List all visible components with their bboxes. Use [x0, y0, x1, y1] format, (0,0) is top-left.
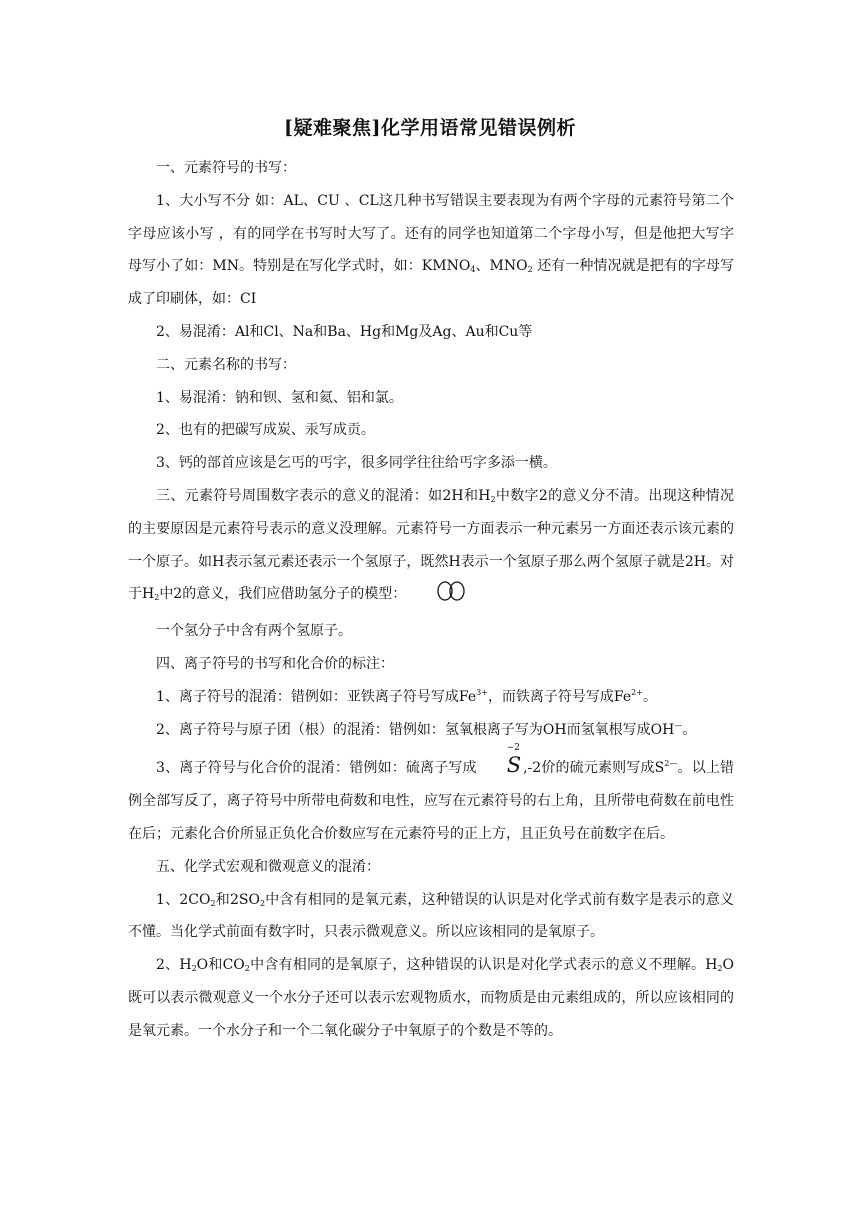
section-heading-3: 三、元素符号周围数字表示的意义的混淆：如2H和$H_2$中数字2的意义分不清。出现这种情况的主要原因是元素符号表示的意义没理解。元素符号一方面表示一种元素另一方面还表示该元素的一个原子。如H表示氢元素还表示一个氢原子，既然H表示一个氢原子那么两个氢原子就是2H。对于$H_2$中2的意义，我们应借助氢分子的模型：: [128, 480, 734, 615]
subscript: 2: [490, 494, 496, 504]
section-heading-2: 二、元素名称的书写：: [156, 356, 296, 373]
paragraph-names-1: 1、易混淆：钠和钡、氢和氦、铝和氯。: [156, 389, 403, 406]
subscript: 4: [470, 265, 476, 275]
paragraph-names-3: 3、钙的部首应该是乞丐的丐字，很多同学往往给丐字多添一横。: [156, 455, 557, 472]
document-body: [128, 152, 734, 1048]
superscript: —: [674, 720, 683, 730]
paragraph-hydrogen-molecule: 一个氢分子中含有两个氢原子。: [156, 623, 352, 640]
superscript: 3+: [476, 687, 488, 697]
document-title: [疑难聚焦]化学用语常见错误例析: [284, 117, 576, 139]
paragraph-formula-2: 2、$H_2O$和$CO_2$中含有相同的是氧原子，这种错误的认识是对化学式表示的意义不理解。$H_2O$既可以表示微观意义一个水分子还可以表示宏观物质水，而物质是由元素组成的，所以应该相同的是氧元素。一个水分子和一个二氧化碳分子中氧原子的个数是不等的。: [128, 957, 734, 1039]
subscript: 2: [717, 964, 723, 974]
valence-symbol: −2 S: [477, 758, 523, 772]
superscript: 2—: [664, 759, 678, 769]
section-heading-5: 五、化学式宏观和微观意义的混淆：: [156, 858, 380, 875]
paragraph-names-2: 2、也有的把碳写成炭、汞写成贡。: [156, 422, 375, 439]
superscript: 2+: [631, 687, 643, 697]
paragraph-formula-1: 1、$2CO_2$和$2SO_2$中含有相同的是氧元素，这种错误的认识是对化学式前有数字是表示的意义不懂。当化学式前面有数字时，只表示微观意义。所以应该相同的是氧原子。: [128, 891, 734, 941]
section-heading-4: 四、离子符号的书写和化合价的标注：: [156, 655, 394, 672]
paragraph-ion-2: 2、离子符号与原子团（根）的混淆：错例如：氢氧根离子写为OH而氢氧根写成OH—。: [156, 720, 697, 738]
subscript: 2: [191, 964, 197, 974]
valence-mark: −2: [506, 743, 520, 754]
subscript: 2: [210, 898, 216, 908]
hydrogen-molecule-model-icon: [408, 580, 466, 615]
section-heading-1: 一、元素符号的书写：: [156, 160, 296, 176]
subscript: 2: [527, 265, 533, 275]
paragraph-ion-1: 1、离子符号的混淆：错例如：亚铁离子符号写成$Fe^{3+}$，而铁离子符号写成$Fe^{2+}$。: [156, 687, 657, 705]
paragraph-case-sensitivity: 1、大小写不分 如：AL、CU 、CL这几种书写错误主要表现为有两个字母的元素符号第二个字母应该小写 ，有的同学在书写时大写了。还有的同学也知道第二个字母小写，但是他把大写字母写小了如：MN。特别是在写化学式时，如：$KMNO_4$、$MNO_2$ 还有一种情况就是把有的字母写成了印刷体，如：CI: [128, 192, 735, 308]
subscript: 2: [154, 593, 160, 603]
paragraph-ion-3: 3、离子符号与化合价的混淆：错例如：硫离子写成 −2 S ,-2价的硫元素则写成$S^{2—}$。以上错例全部写反了，离子符号中所带电荷数和电性，应写在元素符号的右上角，且所带电荷数在前电性在后；元素化合价所显正负化合价数应写在元素符号的正上方，且正负号在前数字在后。: [128, 743, 735, 842]
subscript: 2: [259, 898, 266, 908]
subscript: 2: [244, 964, 250, 974]
paragraph-confusion-symbols: 2、易混淆：Al和Cl、Na和Ba、Hg和Mg及Ag、Au和Cu等: [156, 323, 533, 340]
